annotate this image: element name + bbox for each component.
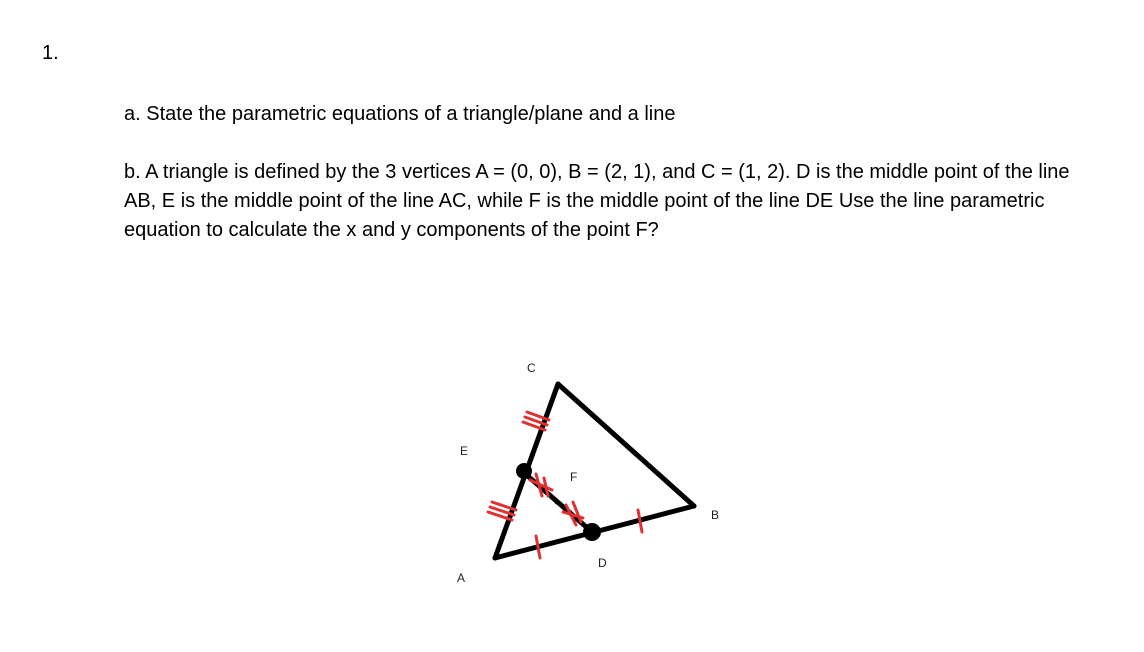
- label-d: D: [598, 556, 607, 570]
- point-f: [555, 500, 560, 505]
- label-a: A: [457, 571, 466, 585]
- tick-marks-ad: [536, 536, 540, 558]
- tick-marks-fd: [563, 502, 583, 525]
- question-number: 1.: [42, 42, 59, 64]
- label-f: F: [570, 470, 578, 484]
- label-e: E: [460, 444, 469, 458]
- tick-marks-db: [638, 510, 642, 532]
- question-part-b: b. A triangle is defined by the 3 vertices A = (0, 0), B = (2, 1), and C = (1, 2). D is the middle point of the line AB, E is the middle point of the line AC, while F is the middle point of the line DE Use the line parametric equation to calculate the x and y components of the point F?: [124, 161, 1070, 241]
- tick-marks-ef: [530, 474, 552, 496]
- point-e: [516, 463, 532, 479]
- triangle-diagram: [420, 340, 760, 610]
- point-d: [583, 523, 601, 541]
- triangle-figure: [420, 340, 760, 610]
- edge-bc: [558, 384, 694, 506]
- question-part-a: a. State the parametric equations of a triangle/plane and a line: [124, 103, 676, 125]
- label-c: C: [527, 361, 536, 375]
- label-b: B: [711, 508, 720, 522]
